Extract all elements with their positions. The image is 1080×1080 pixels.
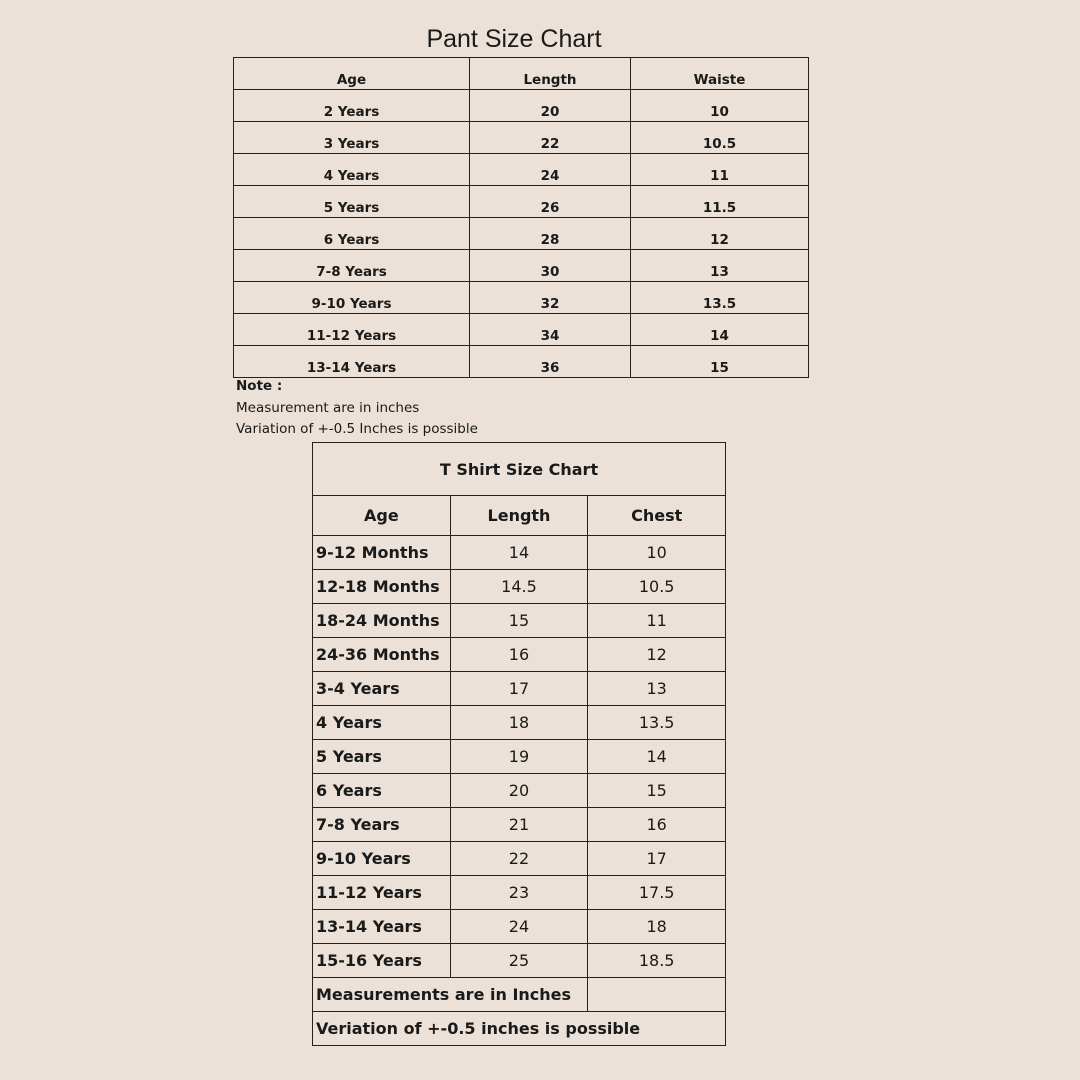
tshirt-row: [313, 570, 726, 604]
tshirt-row: [313, 876, 726, 910]
tshirt-size-table: [312, 442, 726, 1046]
tshirt-age-cell: 4 Years: [313, 706, 451, 740]
tshirt-footer-empty-cell: [588, 978, 726, 1012]
tshirt-length-cell: 21: [450, 808, 588, 842]
pant-waist-cell: 12: [631, 218, 809, 250]
note-label: Note :: [236, 378, 283, 394]
tshirt-length-cell: 17: [450, 672, 588, 706]
tshirt-chest-cell: 10.5: [588, 570, 726, 604]
tshirt-row: [313, 672, 726, 706]
pant-row: [234, 122, 809, 154]
tshirt-row: [313, 774, 726, 808]
pant-length-cell: 34: [470, 314, 631, 346]
pant-waist-cell: 13: [631, 250, 809, 282]
pant-row: [234, 346, 809, 378]
tshirt-length-cell: 14.5: [450, 570, 588, 604]
tshirt-chest-cell: 12: [588, 638, 726, 672]
pant-age-cell: 13-14 Years: [234, 346, 470, 378]
tshirt-header-length: Length: [450, 496, 588, 536]
tshirt-length-cell: 18: [450, 706, 588, 740]
pant-row: [234, 314, 809, 346]
tshirt-row: [313, 604, 726, 638]
pant-length-cell: 26: [470, 186, 631, 218]
pant-length-cell: 30: [470, 250, 631, 282]
pant-waist-cell: 15: [631, 346, 809, 378]
pant-age-cell: 9-10 Years: [234, 282, 470, 314]
tshirt-chest-cell: 14: [588, 740, 726, 774]
tshirt-chest-cell: 13: [588, 672, 726, 706]
tshirt-chest-cell: 18.5: [588, 944, 726, 978]
pant-row: [234, 250, 809, 282]
tshirt-length-cell: 20: [450, 774, 588, 808]
tshirt-row: [313, 638, 726, 672]
tshirt-chest-cell: 17: [588, 842, 726, 876]
pant-chart-title: Pant Size Chart: [426, 25, 602, 53]
tshirt-row: [313, 842, 726, 876]
pant-waist-cell: 10: [631, 90, 809, 122]
pant-row: [234, 186, 809, 218]
pant-header-length: Length: [470, 58, 631, 90]
pant-waist-cell: 14: [631, 314, 809, 346]
note-line-2: Variation of +-0.5 Inches is possible: [236, 421, 478, 437]
pant-length-cell: 22: [470, 122, 631, 154]
tshirt-age-cell: 9-10 Years: [313, 842, 451, 876]
tshirt-footer-row-1: [313, 978, 726, 1012]
tshirt-length-cell: 25: [450, 944, 588, 978]
note-block: [236, 376, 478, 441]
tshirt-length-cell: 22: [450, 842, 588, 876]
tshirt-age-cell: 5 Years: [313, 740, 451, 774]
tshirt-row: [313, 910, 726, 944]
tshirt-row: [313, 740, 726, 774]
tshirt-row: [313, 944, 726, 978]
pant-age-cell: 5 Years: [234, 186, 470, 218]
tshirt-length-cell: 23: [450, 876, 588, 910]
pant-row: [234, 218, 809, 250]
tshirt-chest-cell: 13.5: [588, 706, 726, 740]
pant-length-cell: 28: [470, 218, 631, 250]
tshirt-age-cell: 7-8 Years: [313, 808, 451, 842]
tshirt-age-cell: 3-4 Years: [313, 672, 451, 706]
pant-row: [234, 90, 809, 122]
tshirt-chest-cell: 10: [588, 536, 726, 570]
tshirt-length-cell: 16: [450, 638, 588, 672]
pant-age-cell: 7-8 Years: [234, 250, 470, 282]
tshirt-footer-variation: Veriation of +-0.5 inches is possible: [313, 1012, 726, 1046]
pant-waist-cell: 11.5: [631, 186, 809, 218]
pant-length-cell: 36: [470, 346, 631, 378]
pant-age-cell: 11-12 Years: [234, 314, 470, 346]
tshirt-age-cell: 12-18 Months: [313, 570, 451, 604]
pant-length-cell: 24: [470, 154, 631, 186]
pant-age-cell: 4 Years: [234, 154, 470, 186]
tshirt-chest-cell: 18: [588, 910, 726, 944]
tshirt-chart-title: T Shirt Size Chart: [313, 443, 726, 496]
tshirt-footer-row-2: [313, 1012, 726, 1046]
tshirt-length-cell: 14: [450, 536, 588, 570]
tshirt-chest-cell: 11: [588, 604, 726, 638]
tshirt-header-age: Age: [313, 496, 451, 536]
pant-length-cell: 32: [470, 282, 631, 314]
tshirt-row: [313, 808, 726, 842]
tshirt-header-chest: Chest: [588, 496, 726, 536]
pant-header-age: Age: [234, 58, 470, 90]
tshirt-age-cell: 13-14 Years: [313, 910, 451, 944]
pant-row: [234, 282, 809, 314]
tshirt-row: [313, 706, 726, 740]
tshirt-row: [313, 536, 726, 570]
tshirt-length-cell: 24: [450, 910, 588, 944]
note-line-1: Measurement are in inches: [236, 399, 420, 416]
tshirt-age-cell: 11-12 Years: [313, 876, 451, 910]
pant-waist-cell: 10.5: [631, 122, 809, 154]
pant-size-table: [233, 57, 809, 378]
pant-age-cell: 6 Years: [234, 218, 470, 250]
tshirt-chest-cell: 16: [588, 808, 726, 842]
pant-header-row: [234, 58, 809, 90]
tshirt-header-row: [313, 496, 726, 536]
pant-row: [234, 154, 809, 186]
pant-waist-cell: 11: [631, 154, 809, 186]
tshirt-age-cell: 24-36 Months: [313, 638, 451, 672]
pant-header-waist: Waiste: [631, 58, 809, 90]
tshirt-length-cell: 15: [450, 604, 588, 638]
pant-age-cell: 2 Years: [234, 90, 470, 122]
tshirt-length-cell: 19: [450, 740, 588, 774]
tshirt-age-cell: 9-12 Months: [313, 536, 451, 570]
pant-age-cell: 3 Years: [234, 122, 470, 154]
tshirt-age-cell: 15-16 Years: [313, 944, 451, 978]
tshirt-footer-measurement: Measurements are in Inches: [313, 978, 588, 1012]
tshirt-chest-cell: 15: [588, 774, 726, 808]
tshirt-chest-cell: 17.5: [588, 876, 726, 910]
tshirt-age-cell: 6 Years: [313, 774, 451, 808]
pant-waist-cell: 13.5: [631, 282, 809, 314]
tshirt-title-row: [313, 443, 726, 496]
tshirt-age-cell: 18-24 Months: [313, 604, 451, 638]
pant-length-cell: 20: [470, 90, 631, 122]
